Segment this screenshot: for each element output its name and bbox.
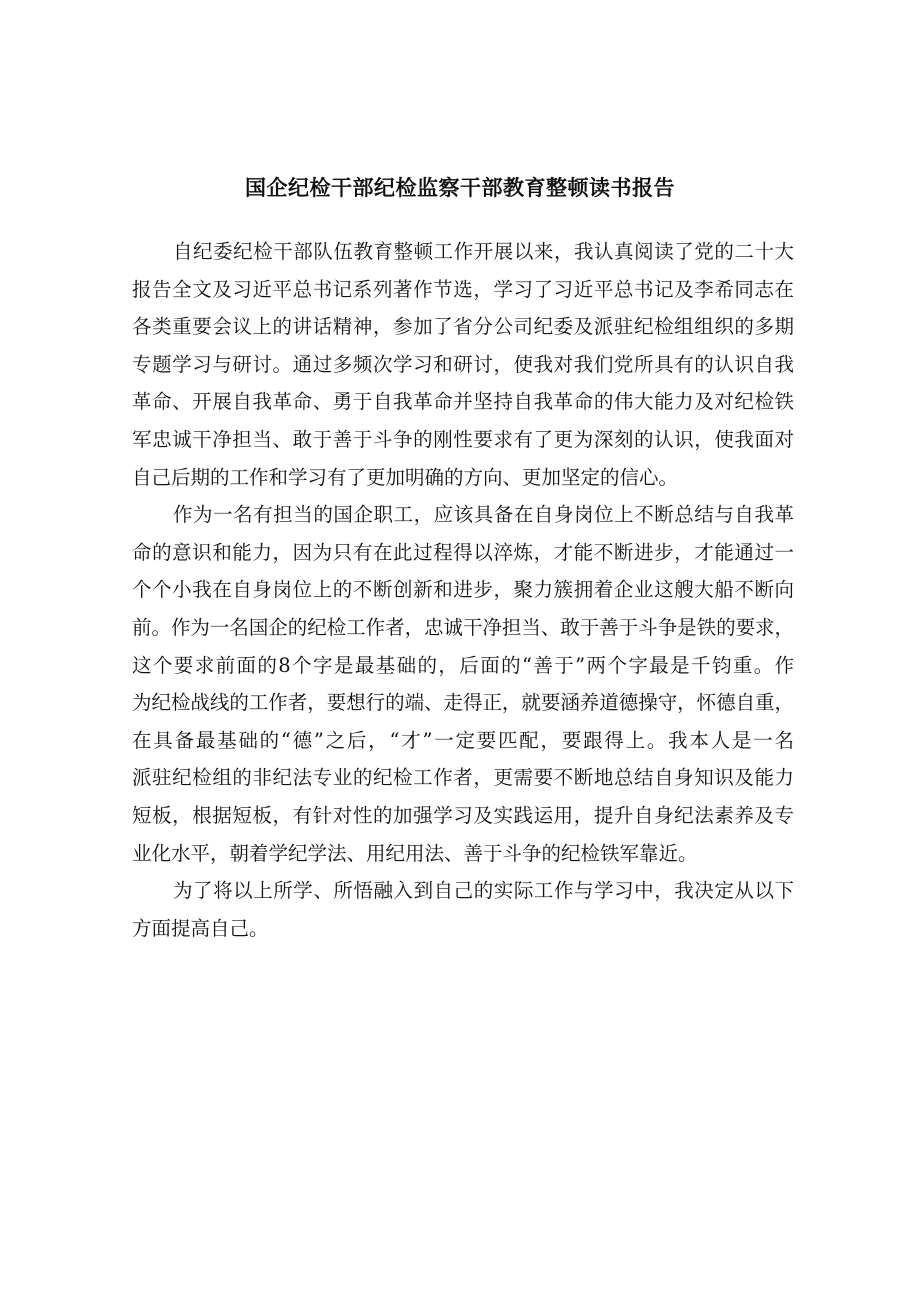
text-line: 方面提高自己。 bbox=[132, 916, 269, 940]
paragraph-1 bbox=[132, 233, 794, 496]
text-line: 为了将以上所学、所悟融入到自己的实际工作与学习中，我决定从以下 bbox=[173, 879, 795, 903]
text-line: 自己后期的工作和学习有了更加明确的方向、更加坚定的信心。 bbox=[132, 465, 679, 489]
text-line: 短板，根据短板，有针对性的加强学习及实践运用，提升自身纪法素养及专 bbox=[132, 803, 795, 827]
text-line: 作为一名有担当的国企职工，应该具备在自身岗位上不断总结与自我革 bbox=[173, 503, 795, 527]
document-title: 国企纪检干部纪检监察干部教育整顿读书报告 bbox=[245, 176, 675, 200]
text-line: 专题学习与研讨。通过多频次学习和研讨，使我对我们党所具有的认识自我 bbox=[132, 352, 795, 376]
text-line: 自纪委纪检干部队伍教育整顿工作开展以来，我认真阅读了党的二十大 bbox=[173, 240, 795, 263]
text-line: 个个小我在自身岗位上的不断创新和进步，聚力簇拥着企业这艘大船不断向 bbox=[132, 578, 795, 602]
text-line: 派驻纪检组的非纪法专业的纪检工作者，更需要不断地总结自身知识及能力 bbox=[132, 766, 795, 790]
text-line: 命的意识和能力，因为只有在此过程得以淬炼，才能不断进步，才能通过一 bbox=[132, 540, 795, 564]
text-line: 业化水平，朝着学纪学法、用纪用法、善于斗争的纪检铁军靠近。 bbox=[132, 841, 698, 865]
text-line: 前。作为一名国企的纪检工作者，忠诚干净担当、敢于善于斗争是铁的要求， bbox=[132, 615, 794, 639]
text-line: 报告全文及习近平总书记系列著作节选，学习了习近平总书记及李希同志在 bbox=[132, 277, 795, 301]
document-body bbox=[132, 233, 794, 947]
text-line: 军忠诚干净担当、敢于善于斗争的刚性要求有了更为深刻的认识，使我面对 bbox=[132, 427, 795, 451]
text-line: 在具备最基础的“德”之后，“才”一定要匹配，要跟得上。我本人是一名 bbox=[132, 728, 796, 752]
text-line: 为纪检战线的工作者，要想行的端、走得正，就要涵养道德操守，怀德自重， bbox=[132, 691, 794, 715]
paragraph-3 bbox=[132, 872, 794, 947]
paragraph-2 bbox=[132, 496, 794, 872]
text-line: 革命、开展自我革命、勇于自我革命并坚持自我革命的伟大能力及对纪检铁 bbox=[132, 390, 795, 414]
text-line: 各类重要会议上的讲话精神，参加了省分公司纪委及派驻纪检组组织的多期 bbox=[132, 315, 795, 339]
text-line: 这个要求前面的8个字是最基础的，后面的“善于”两个字最是千钧重。作 bbox=[132, 653, 796, 677]
